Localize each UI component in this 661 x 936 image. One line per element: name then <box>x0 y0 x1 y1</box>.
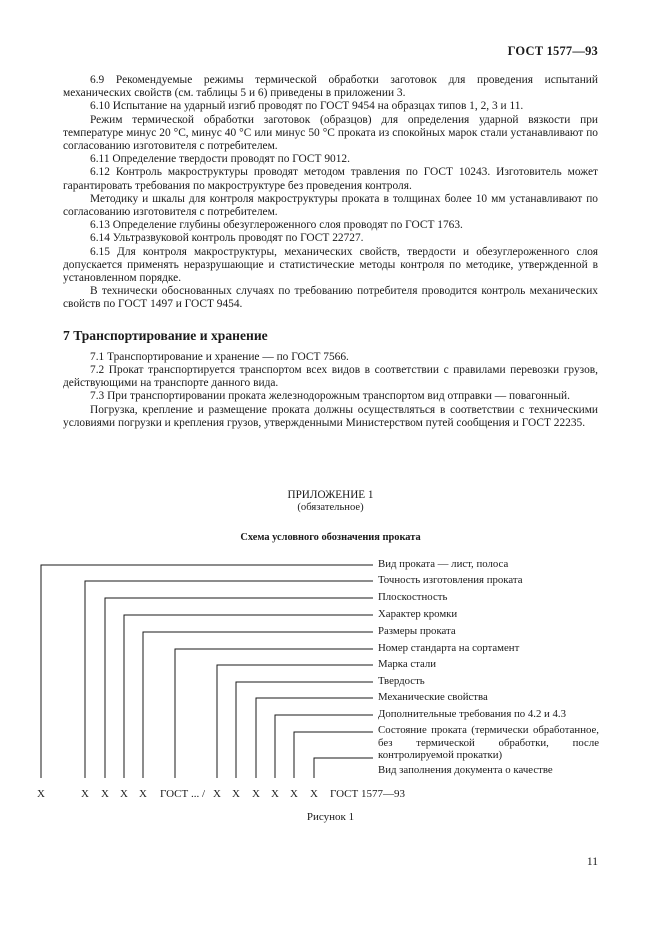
label-additional-requirements: Дополнительные требования по 4.2 и 4.3 <box>378 708 567 720</box>
paragraph-6-12: 6.12 Контроль макроструктуры проводят методом травления по ГОСТ 10243. Изготовитель может гарантировать требования по макроструктуре без проведения контроля. <box>63 166 598 192</box>
label-sortament-standard: Номер стандарта на сортамент <box>378 642 520 654</box>
paragraph-6-13: 6.13 Определение глубины обезуглероженного слоя проводят по ГОСТ 1763. <box>90 219 463 232</box>
label-quality-document: Вид заполнения документа о качестве <box>378 764 553 776</box>
designation-x-1: X <box>37 788 45 800</box>
figure-caption: Рисунок 1 <box>306 811 355 823</box>
label-steel-grade: Марка стали <box>378 658 437 670</box>
document-body <box>63 74 598 430</box>
paragraph-7-3: 7.3 При транспортировании проката железнодорожным транспортом вид отправки — повагонный. <box>90 390 570 403</box>
paragraph-macro-method: Методику и шкалы для контроля макроструктуры проката в толщинах более 10 мм устанавливают по согласованию изготовителя с потребителем. <box>63 192 598 219</box>
connector-line-10 <box>275 715 373 778</box>
label-mechanical-properties: Механические свойства <box>378 691 488 703</box>
designation-x-5: X <box>139 788 147 800</box>
designation-x-7: X <box>232 788 240 800</box>
paragraph-6-11: 6.11 Определение твердости проводят по ГОСТ 9012. <box>90 153 350 166</box>
paragraph-loading: Погрузка, крепление и размещение проката должны осуществляться в соответствии с техническими условиями погрузки и крепления грузов, утвержденными Министерством путей сообщения и ГОСТ 22235. <box>63 403 598 429</box>
paragraph-6-14: 6.14 Ультразвуковой контроль проводят по ГОСТ 22727. <box>90 232 364 245</box>
paragraph-6-10: 6.10 Испытание на ударный изгиб проводят по ГОСТ 9454 на образцах типов 1, 2, 3 и 11. <box>90 100 524 113</box>
designation-x-6: X <box>213 788 221 800</box>
connector-line-8 <box>236 682 373 778</box>
connector-line-4 <box>124 615 373 778</box>
designation-x-2: X <box>81 788 89 800</box>
page-number: 11 <box>586 856 598 868</box>
paragraph-technical-cases: В технически обоснованных случаях по требованию потребителя проводится контроль механических свойств по ГОСТ 1497 и ГОСТ 9454. <box>63 285 598 311</box>
label-hardness: Твердость <box>378 675 425 687</box>
section-7-title: 7 Транспортирование и хранение <box>63 327 268 343</box>
paragraph-7-1: 7.1 Транспортирование и хранение — по ГОСТ 7566. <box>90 350 349 363</box>
connector-line-11 <box>294 732 373 778</box>
designation-x-8: X <box>252 788 260 800</box>
scheme-title: Схема условного обозначения проката <box>240 532 421 543</box>
paragraph-6-9: 6.9 Рекомендуемые режимы термической обработки заготовок для проведения испытаний механических свойств (см. таблицы 5 и 6) приведены в приложении 3. <box>63 74 598 100</box>
label-rolled-product-type: Вид проката — лист, полоса <box>378 558 509 570</box>
label-edge: Характер кромки <box>378 608 458 620</box>
connector-line-6 <box>175 649 373 778</box>
designation-x-9: X <box>271 788 279 800</box>
appendix-title: ПРИЛОЖЕНИЕ 1 <box>287 489 374 501</box>
connector-line-1 <box>41 565 373 778</box>
connector-line-3 <box>105 598 373 778</box>
appendix-subtitle: (обязательное) <box>297 502 364 513</box>
connector-line-2 <box>85 581 373 778</box>
designation-x-11: X <box>310 788 318 800</box>
document-header: ГОСТ 1577—93 <box>507 44 598 58</box>
label-accuracy: Точность изготовления проката <box>378 574 523 586</box>
connector-line-5 <box>143 632 373 778</box>
designation-x-4: X <box>120 788 128 800</box>
designation-gost-standard: ГОСТ 1577—93 <box>330 788 405 800</box>
label-flatness: Плоскостность <box>378 591 448 603</box>
label-product-state: Состояние проката (термически обработанное, без термической обработки, после контролируемой прокатки) <box>378 724 599 762</box>
label-dimensions: Размеры проката <box>378 625 456 637</box>
paragraph-6-15: 6.15 Для контроля макроструктуры, механических свойств, твердости и обезуглероженного слоя допускается применять неразрушающие и статистические методы контроля по методике, утвержденной в установленном порядке. <box>63 245 598 285</box>
designation-x-10: X <box>290 788 298 800</box>
paragraph-7-2: 7.2 Прокат транспортируется транспортом всех видов в соответствии с правилами перевозки грузов, действующими на транспорте данного вида. <box>63 364 598 390</box>
connector-line-12 <box>314 758 373 778</box>
paragraph-impact-mode: Режим термической обработки заготовок (образцов) для определения ударной вязкости при температуре минус 20 °С, минус 40 °С или минус 50 °С проката из спокойных марок стали устанавливают по согласованию изготовителя с потребителем. <box>63 113 598 153</box>
designation-gost-sortament: ГОСТ ... / <box>160 788 206 800</box>
designation-x-3: X <box>101 788 109 800</box>
